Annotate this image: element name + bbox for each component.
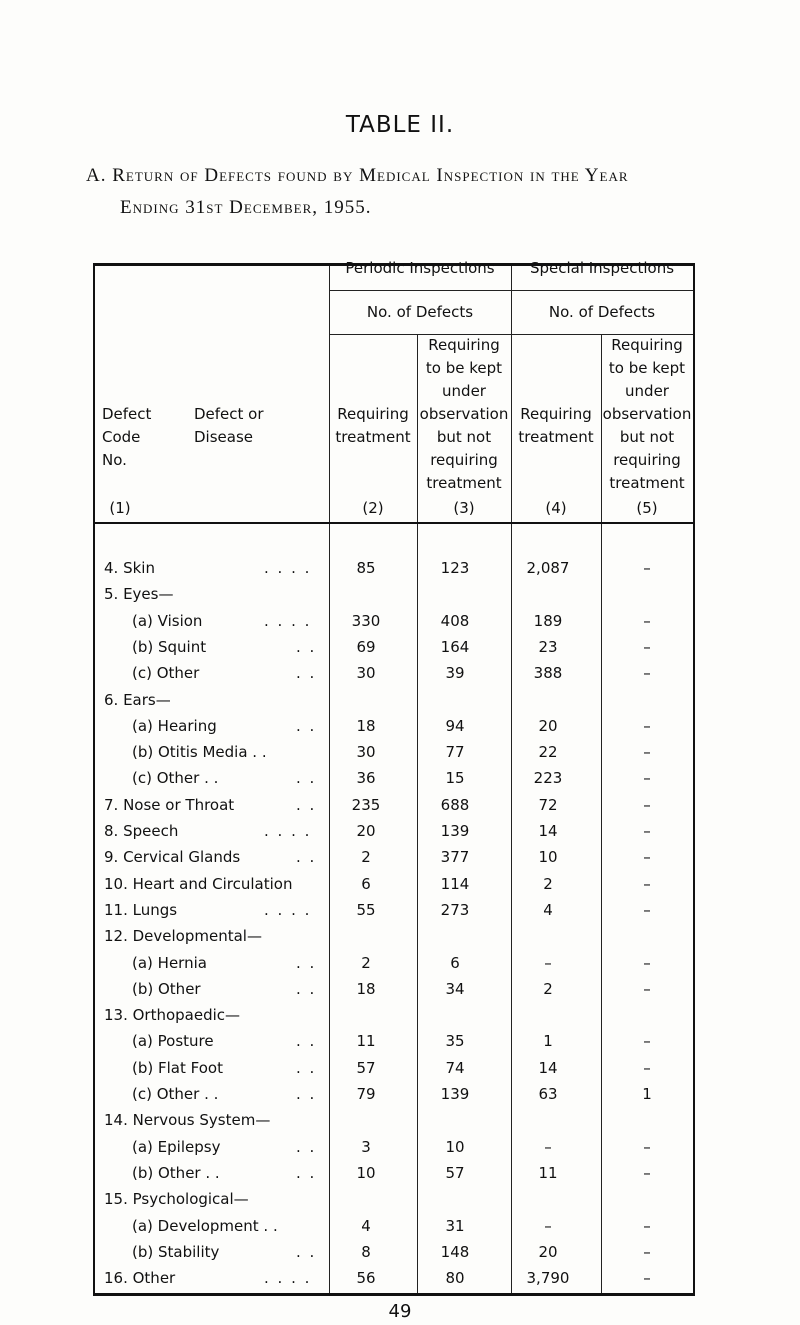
- row-value-col3: 57: [445, 1163, 465, 1182]
- row-value-col2: 85: [356, 559, 376, 577]
- no-of-defects-special: No. of Defects: [548, 303, 656, 321]
- row-value-col3: 77: [445, 743, 465, 762]
- row-label: 4. Skin: [104, 559, 155, 577]
- row-leader-dots: . . . .: [264, 822, 312, 840]
- table-row: [0, 845, 800, 871]
- row-label: (c) Other . .: [132, 769, 219, 788]
- row-value-col3: 94: [445, 716, 465, 735]
- row-value-col3: 164: [440, 637, 470, 656]
- table-row: [0, 1108, 800, 1134]
- col5-header-line-6: requiring: [613, 451, 681, 469]
- row-value-col3: 114: [440, 874, 470, 893]
- col3-header-line-1: Requiring: [428, 336, 500, 354]
- row-label: (c) Other: [132, 664, 200, 683]
- table-row: [0, 1056, 800, 1082]
- row-label: 10. Heart and Circulation: [104, 874, 293, 893]
- col3-header-line-6: requiring: [430, 451, 498, 469]
- row-value-col2: 56: [356, 1269, 376, 1288]
- defect-disease-line-1: Defect or: [194, 405, 264, 423]
- heading-line-2: Ending 31st December, 1955.: [120, 197, 372, 218]
- row-value-col5: –: [643, 953, 651, 972]
- row-value-col4: 63: [538, 1085, 558, 1103]
- row-leader-dots: . .: [296, 664, 317, 683]
- col-number-4: (4): [545, 499, 567, 517]
- table-row: [0, 635, 800, 661]
- table-row: [0, 1266, 800, 1292]
- row-leader-dots: . .: [296, 1137, 317, 1156]
- row-value-col4: 14: [538, 822, 558, 840]
- row-leader-dots: . . . .: [264, 611, 312, 630]
- row-value-col2: 55: [356, 900, 376, 919]
- row-value-col4: 23: [538, 637, 558, 656]
- row-label: (b) Other . .: [132, 1163, 220, 1182]
- table-row: [0, 819, 800, 845]
- row-value-col5: –: [643, 1269, 651, 1288]
- row-value-col5: –: [643, 1137, 651, 1156]
- row-value-col3: 139: [440, 822, 470, 840]
- row-value-col3: 273: [440, 900, 470, 919]
- table-row: [0, 714, 800, 740]
- row-value-col4: 2,087: [526, 559, 570, 577]
- row-value-col2: 30: [356, 664, 376, 683]
- page-number: 49: [388, 1301, 412, 1322]
- row-leader-dots: . . . .: [264, 1269, 312, 1288]
- row-value-col5: –: [643, 1163, 651, 1182]
- row-leader-dots: . .: [296, 716, 317, 735]
- row-value-col5: –: [643, 664, 651, 683]
- table-heading: [86, 160, 786, 224]
- table-row: [0, 688, 800, 714]
- table-row: [0, 609, 800, 635]
- table-row: [0, 1135, 800, 1161]
- row-value-col4: 22: [538, 743, 558, 762]
- row-value-col3: 408: [440, 611, 470, 630]
- row-value-col5: –: [643, 769, 651, 788]
- col4-header-line-1: Requiring: [520, 405, 592, 423]
- table-row: [0, 924, 800, 950]
- row-label: 15. Psychological—: [104, 1190, 249, 1209]
- table-row: [0, 793, 800, 819]
- row-leader-dots: . .: [296, 1163, 317, 1182]
- row-value-col5: –: [643, 743, 651, 762]
- periodic-inspections-header: Periodic Inspections: [345, 259, 495, 277]
- row-leader-dots: . .: [296, 1242, 317, 1261]
- row-value-col5: –: [643, 1242, 651, 1261]
- row-value-col3: 74: [445, 1058, 465, 1077]
- col5-header-line-5: but not: [619, 428, 675, 446]
- row-value-col5: –: [643, 1058, 651, 1077]
- row-value-col2: 10: [356, 1163, 376, 1182]
- row-label: 8. Speech: [104, 822, 179, 840]
- row-value-col4: –: [544, 1216, 552, 1235]
- row-value-col2: 11: [356, 1032, 376, 1051]
- row-value-col3: 6: [450, 953, 460, 972]
- row-leader-dots: . .: [296, 637, 317, 656]
- header-rule-main: [95, 522, 693, 524]
- col-number-2: (2): [362, 499, 384, 517]
- table-title: TABLE II.: [345, 112, 455, 138]
- row-value-col4: 4: [543, 900, 553, 919]
- col5-header-line-2: to be kept: [608, 359, 686, 377]
- col3-header-line-3: under: [442, 382, 486, 400]
- row-value-col3: 39: [445, 664, 465, 683]
- row-value-col4: 1: [543, 1032, 553, 1051]
- row-value-col3: 139: [440, 1085, 470, 1103]
- row-label: (b) Flat Foot: [132, 1058, 223, 1077]
- row-label: 16. Other: [104, 1269, 176, 1288]
- row-value-col2: 36: [356, 769, 376, 788]
- row-value-col3: 34: [445, 979, 465, 998]
- row-label: (b) Squint: [132, 637, 207, 656]
- row-label: (c) Other . .: [132, 1085, 219, 1103]
- row-label: 14. Nervous System—: [104, 1111, 271, 1130]
- col4-header-line-2: treatment: [518, 428, 594, 446]
- col2-header-line-1: Requiring: [337, 405, 409, 423]
- row-leader-dots: . .: [296, 1032, 317, 1051]
- row-label: (a) Development . .: [132, 1216, 278, 1235]
- row-leader-dots: . .: [296, 848, 317, 867]
- row-value-col2: 2: [361, 848, 371, 867]
- row-value-col5: –: [643, 874, 651, 893]
- row-label: 9. Cervical Glands: [104, 848, 241, 867]
- row-value-col4: 10: [538, 848, 558, 867]
- col5-header-line-7: treatment: [609, 474, 685, 492]
- row-leader-dots: . .: [296, 769, 317, 788]
- table-row: [0, 661, 800, 687]
- row-value-col3: 31: [445, 1216, 465, 1235]
- table-row: [0, 1082, 800, 1108]
- row-value-col4: 20: [538, 716, 558, 735]
- row-value-col4: –: [544, 953, 552, 972]
- table-row: [0, 766, 800, 792]
- row-value-col4: 388: [533, 664, 563, 683]
- row-value-col5: –: [643, 611, 651, 630]
- table-row: [0, 951, 800, 977]
- row-value-col5: 1: [642, 1085, 652, 1103]
- col3-header-line-7: treatment: [426, 474, 502, 492]
- row-value-col2: 57: [356, 1058, 376, 1077]
- row-value-col3: 35: [445, 1032, 465, 1051]
- row-leader-dots: . . . .: [264, 559, 312, 577]
- row-value-col4: 2: [543, 874, 553, 893]
- row-value-col2: 20: [356, 822, 376, 840]
- row-value-col2: 3: [361, 1137, 371, 1156]
- col-number-3: (3): [453, 499, 475, 517]
- row-value-col5: –: [643, 1216, 651, 1235]
- row-value-col2: 235: [351, 795, 381, 814]
- row-value-col2: 8: [361, 1242, 371, 1261]
- row-value-col3: 148: [440, 1242, 470, 1261]
- row-label: 6. Ears—: [104, 690, 171, 709]
- defect-code-line-1: Defect: [102, 405, 152, 423]
- table-row: [0, 1029, 800, 1055]
- row-value-col3: 15: [445, 769, 465, 788]
- col5-header-line-1: Requiring: [611, 336, 683, 354]
- table-row: [0, 1187, 800, 1213]
- no-of-defects-periodic: No. of Defects: [366, 303, 474, 321]
- row-value-col3: 377: [440, 848, 470, 867]
- table-row: [0, 872, 800, 898]
- row-value-col4: 223: [533, 769, 563, 788]
- heading-line-1: A. Return of Defects found by Medical Inspection in the Year: [86, 165, 629, 186]
- header-rule-1: [329, 290, 693, 291]
- row-value-col2: 69: [356, 637, 376, 656]
- row-label: 7. Nose or Throat: [104, 795, 235, 814]
- row-value-col2: 2: [361, 953, 371, 972]
- row-value-col5: –: [643, 979, 651, 998]
- col3-header-line-4: observation: [419, 405, 509, 423]
- row-leader-dots: . . . .: [264, 900, 312, 919]
- defect-code-line-2: Code: [102, 428, 141, 446]
- row-value-col2: 79: [356, 1085, 376, 1103]
- row-label: (a) Epilepsy: [132, 1137, 221, 1156]
- row-value-col5: –: [643, 637, 651, 656]
- col3-header-line-2: to be kept: [425, 359, 503, 377]
- row-value-col5: –: [643, 1032, 651, 1051]
- row-value-col5: –: [643, 716, 651, 735]
- row-value-col3: 688: [440, 795, 470, 814]
- row-label: (a) Hernia: [132, 953, 207, 972]
- col3-header-line-5: but not: [436, 428, 492, 446]
- row-value-col2: 30: [356, 743, 376, 762]
- special-inspections-header: Special Inspections: [529, 259, 675, 277]
- row-leader-dots: . .: [296, 1085, 317, 1103]
- row-value-col4: 189: [533, 611, 563, 630]
- row-value-col4: 11: [538, 1163, 558, 1182]
- table-row: [0, 1161, 800, 1187]
- row-label: (b) Otitis Media . .: [132, 743, 267, 762]
- row-label: (a) Vision: [132, 611, 203, 630]
- row-value-col3: 123: [440, 559, 470, 577]
- row-value-col4: –: [544, 1137, 552, 1156]
- table-row: [0, 898, 800, 924]
- row-value-col4: 72: [538, 795, 558, 814]
- row-value-col2: 330: [351, 611, 381, 630]
- row-label: 12. Developmental—: [104, 927, 262, 946]
- row-value-col5: –: [643, 848, 651, 867]
- row-value-col4: 3,790: [526, 1269, 570, 1288]
- row-label: (b) Other: [132, 979, 201, 998]
- row-label: 5. Eyes—: [104, 585, 174, 604]
- row-label: (b) Stability: [132, 1242, 220, 1261]
- row-value-col5: –: [643, 900, 651, 919]
- row-label: 11. Lungs: [104, 900, 178, 919]
- row-label: 13. Orthopaedic—: [104, 1006, 241, 1025]
- defect-disease-line-2: Disease: [194, 428, 253, 446]
- row-value-col4: 2: [543, 979, 553, 998]
- row-leader-dots: . .: [296, 795, 317, 814]
- row-leader-dots: . .: [296, 953, 317, 972]
- col5-header-line-4: observation: [602, 405, 692, 423]
- row-value-col4: 14: [538, 1058, 558, 1077]
- col-number-5: (5): [636, 499, 658, 517]
- table-row: [0, 1240, 800, 1266]
- table-row: [0, 740, 800, 766]
- row-value-col3: 10: [445, 1137, 465, 1156]
- row-value-col3: 80: [445, 1269, 465, 1288]
- table-row: [0, 977, 800, 1003]
- col2-header-line-2: treatment: [335, 428, 411, 446]
- col5-header-line-3: under: [625, 382, 669, 400]
- row-value-col2: 6: [361, 874, 371, 893]
- row-leader-dots: . .: [296, 979, 317, 998]
- row-leader-dots: . .: [296, 1058, 317, 1077]
- table-row: [0, 1214, 800, 1240]
- table-row: [0, 1003, 800, 1029]
- row-value-col5: –: [643, 559, 651, 577]
- table-row: [0, 582, 800, 608]
- row-label: (a) Hearing: [132, 716, 217, 735]
- row-label: (a) Posture: [132, 1032, 214, 1051]
- defect-code-line-3: No.: [102, 451, 127, 469]
- row-value-col2: 18: [356, 716, 376, 735]
- table-row: [0, 556, 800, 582]
- row-value-col2: 4: [361, 1216, 371, 1235]
- row-value-col2: 18: [356, 979, 376, 998]
- row-value-col5: –: [643, 822, 651, 840]
- row-value-col5: –: [643, 795, 651, 814]
- row-value-col4: 20: [538, 1242, 558, 1261]
- col-number-1: (1): [109, 499, 131, 517]
